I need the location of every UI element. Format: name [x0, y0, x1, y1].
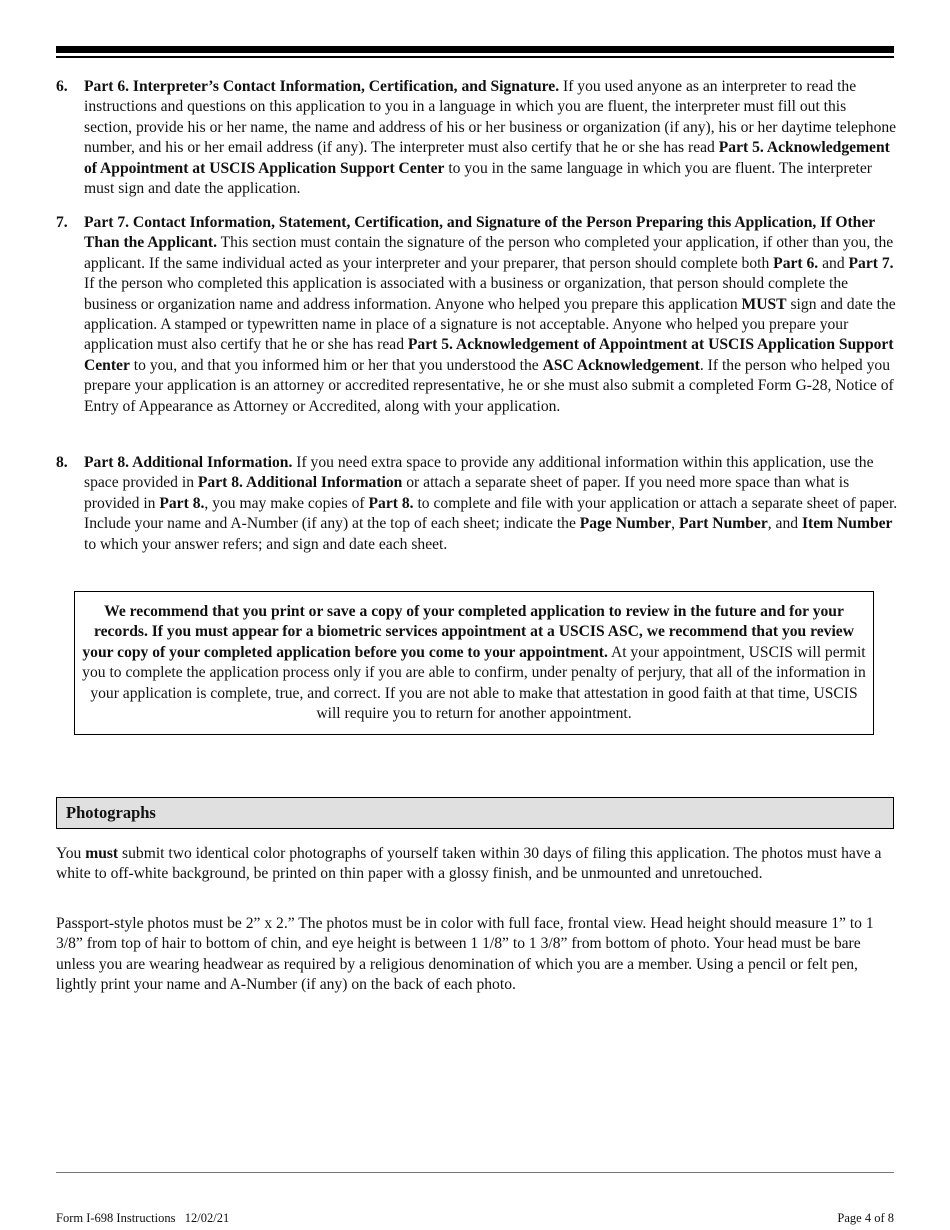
item-number: 6. — [56, 78, 68, 95]
item-number: 8. — [56, 454, 68, 471]
instruction-item-8 — [56, 453, 898, 555]
paragraph-text: submit two identical color photographs of yourself taken within 30 days of filing this application. The photos must have a white to off-white background, be printed on thin paper with a glossy finish, and be unmounted and unretouched. — [56, 845, 882, 883]
item-body: sign and date the application. A stamped or typewritten name in place of a signature is not acceptable. Anyone who helped you prepare your application must also certify that he or she has read — [84, 295, 896, 354]
item-text — [84, 213, 898, 417]
paragraph-text: You — [56, 845, 86, 862]
bold-reference: Page Number — [579, 515, 672, 533]
item-body: to you in the same language in which you are fluent. The interpreter must sign and date the application. — [84, 159, 872, 198]
item-number: 7. — [56, 214, 68, 231]
item-heading: Part 8. Additional Information. — [84, 454, 293, 471]
item-body: . If the person who helped you prepare your application is an attorney or accredited representative, he or she must also submit a completed Form G-28, Notice of Entry of Appearance as Attorney or Accredited, along with your application. — [84, 356, 894, 415]
photographs-paragraph-1 — [56, 844, 898, 885]
item-body: to complete and file with your application or attach a separate sheet of paper. Include your name and A-Number (if any) at the top of each sheet; indicate the — [84, 494, 898, 533]
item-body: , — [671, 515, 679, 533]
header-rule-thin — [56, 56, 894, 58]
instruction-item-6 — [56, 77, 898, 199]
bold-reference: Part 5. Acknowledgement of Appointment at USCIS Application Support Center — [84, 336, 894, 374]
bold-reference: ASC Acknowledgement — [542, 356, 700, 374]
bold-emphasis: must — [85, 845, 119, 862]
bold-reference: Part 8. — [368, 494, 414, 512]
bold-reference: Part Number — [678, 515, 768, 533]
bold-reference: Item Number — [801, 515, 893, 533]
item-body: This section must contain the signature of the person who completed your application, if other than you, the applicant. If the same individual acted as your interpreter and your preparer, that person should complete both — [84, 234, 894, 272]
recommendation-callout — [74, 591, 874, 735]
item-body: and — [818, 254, 849, 272]
item-heading: Part 6. Interpreter’s Contact Information, Certification, and Signature. — [84, 78, 560, 95]
bold-reference: MUST — [741, 295, 787, 313]
item-heading: Part 7. Contact Information, Statement, Certification, and Signature of the Person Preparing this Application, If Other Than the Applicant. — [84, 214, 875, 252]
item-body: If the person who completed this application is associated with a business or organization, that person should complete the business or organization name and address information. Anyone who helped you prepare this application — [84, 275, 849, 313]
item-body: If you used anyone as an interpreter to read the instructions and questions on this application to you in a language in which you are fluent, the interpreter must fill out this section, provide his or her name, the name and address of his or her business or organization (if any), his or her daytime telephone number, and his or her email address (if any). The interpreter must also certify that he or she has read — [84, 78, 897, 157]
bold-reference: Part 5. Acknowledgement of Appointment at USCIS Application Support Center — [84, 139, 890, 177]
footer-form-id: Form I-698 Instructions 12/02/21 — [56, 1211, 230, 1225]
item-body: If you need extra space to provide any additional information within this application, use the space provided in — [84, 454, 874, 492]
bold-reference: Part 8. — [159, 494, 205, 512]
callout-text: At your appointment, USCIS will permit you to complete the application process only if you are able to confirm, under penalty of perjury, that all of the information in your application is complete, true, and correct. If you are not able to make that attestation in good faith at that time, USCIS will require you to return for another appointment. — [82, 643, 866, 723]
item-body: , and — [767, 515, 802, 533]
item-text — [84, 77, 898, 199]
instruction-item-7 — [56, 213, 898, 417]
bold-reference: Part 6. — [773, 254, 819, 272]
item-text — [84, 453, 898, 555]
section-heading-photographs: Photographs — [56, 797, 894, 829]
footer-rule — [56, 1172, 894, 1173]
header-rule-thick — [56, 46, 894, 53]
bold-reference: Part 7. — [848, 254, 894, 272]
item-body: to you, and that you informed him or her that you understood the — [129, 356, 543, 374]
item-body: or attach a separate sheet of paper. If you need more space than what is provided in — [84, 474, 850, 512]
footer-page-number: Page 4 of 8 — [837, 1211, 894, 1225]
photographs-paragraph-2: Passport-style photos must be 2” x 2.” The photos must be in color with full face, frontal view. Head height should measure 1” to 1 3/8” from top of hair to bottom of chin, and eye height is between 1 1/8” to 1 3/8” from bottom of photo. Your head must be bare unless you are wearing headwear as required by a religious denomination of which you are a member. Using a pencil or felt pen, lightly print your name and A-Number (if any) on the back of each photo. — [56, 915, 874, 994]
bold-reference: Part 8. Additional Information — [197, 474, 403, 492]
item-body: to which your answer refers; and sign and date each sheet. — [84, 535, 448, 553]
callout-bold-text: We recommend that you print or save a copy of your completed application to review in the future and for your records. If you must appear for a biometric services appointment at a USCIS ASC, we recommend that you review your copy of your completed application before you come to your appointment. — [82, 603, 854, 661]
item-body: , you may make copies of — [204, 494, 369, 512]
